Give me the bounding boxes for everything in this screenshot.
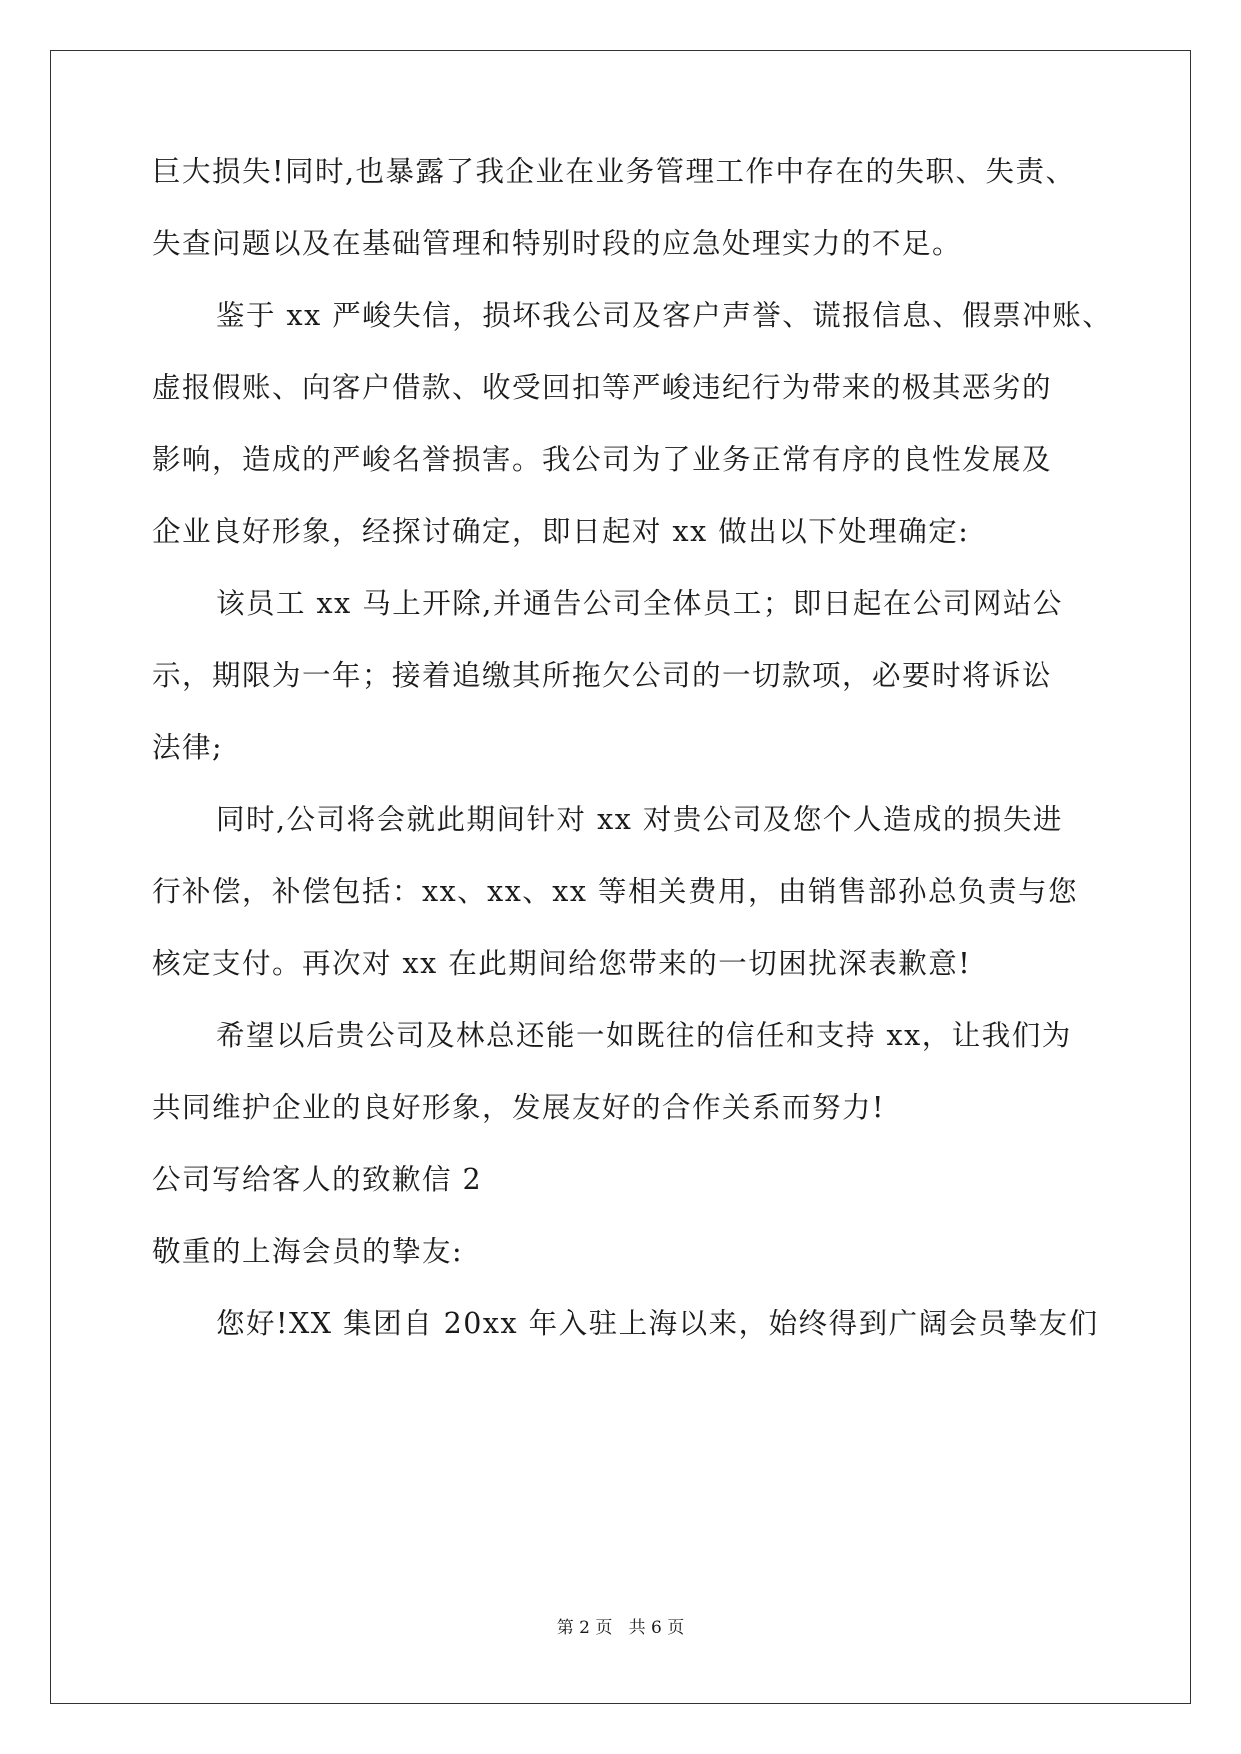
text-line: 示，期限为一年；接着追缴其所拖欠公司的一切款项，必要时将诉讼 — [152, 659, 1053, 692]
page-footer — [0, 1616, 1241, 1640]
text-line: 核定支付。再次对 xx 在此期间给您带来的一切困扰深表歉意! — [152, 947, 972, 980]
section-heading: 公司写给客人的致歉信 2 — [152, 1163, 483, 1196]
text-line: 影响，造成的严峻名誉损害。我公司为了业务正常有序的良性发展及 — [152, 443, 1053, 476]
paragraph-start-line: 该员工 xx 马上开除,并通告公司全体员工；即日起在公司网站公 — [216, 587, 1063, 620]
text-line: 共同维护企业的良好形象，发展友好的合作关系而努力! — [152, 1091, 885, 1124]
paragraph-start-line: 希望以后贵公司及林总还能一如既往的信任和支持 xx，让我们为 — [216, 1019, 1072, 1052]
text-line: 巨大损失!同时,也暴露了我企业在业务管理工作中存在的失职、失责、 — [152, 155, 1076, 188]
text-line: 虚报假账、向客户借款、收受回扣等严峻违纪行为带来的极其恶劣的 — [152, 371, 1053, 404]
text-line: 法律; — [152, 731, 224, 764]
text-line: 行补偿，补偿包括：xx、xx、xx 等相关费用，由销售部孙总负责与您 — [152, 875, 1078, 908]
paragraph-start-line: 同时,公司将会就此期间针对 xx 对贵公司及您个人造成的损失进 — [216, 803, 1063, 836]
text-line: 企业良好形象，经探讨确定，即日起对 xx 做出以下处理确定: — [152, 515, 970, 548]
paragraph-start-line: 鉴于 xx 严峻失信，损坏我公司及客户声誉、谎报信息、假票冲账、 — [216, 299, 1113, 332]
paragraph-start-line: 您好!XX 集团自 20xx 年入驻上海以来，始终得到广阔会员挚友们 — [216, 1307, 1099, 1340]
page-number: 第 2 页 — [556, 1618, 613, 1638]
salutation: 敬重的上海会员的挚友: — [152, 1235, 464, 1268]
text-line: 失查问题以及在基础管理和特别时段的应急处理实力的不足。 — [152, 227, 963, 260]
total-pages: 共 6 页 — [628, 1618, 685, 1638]
